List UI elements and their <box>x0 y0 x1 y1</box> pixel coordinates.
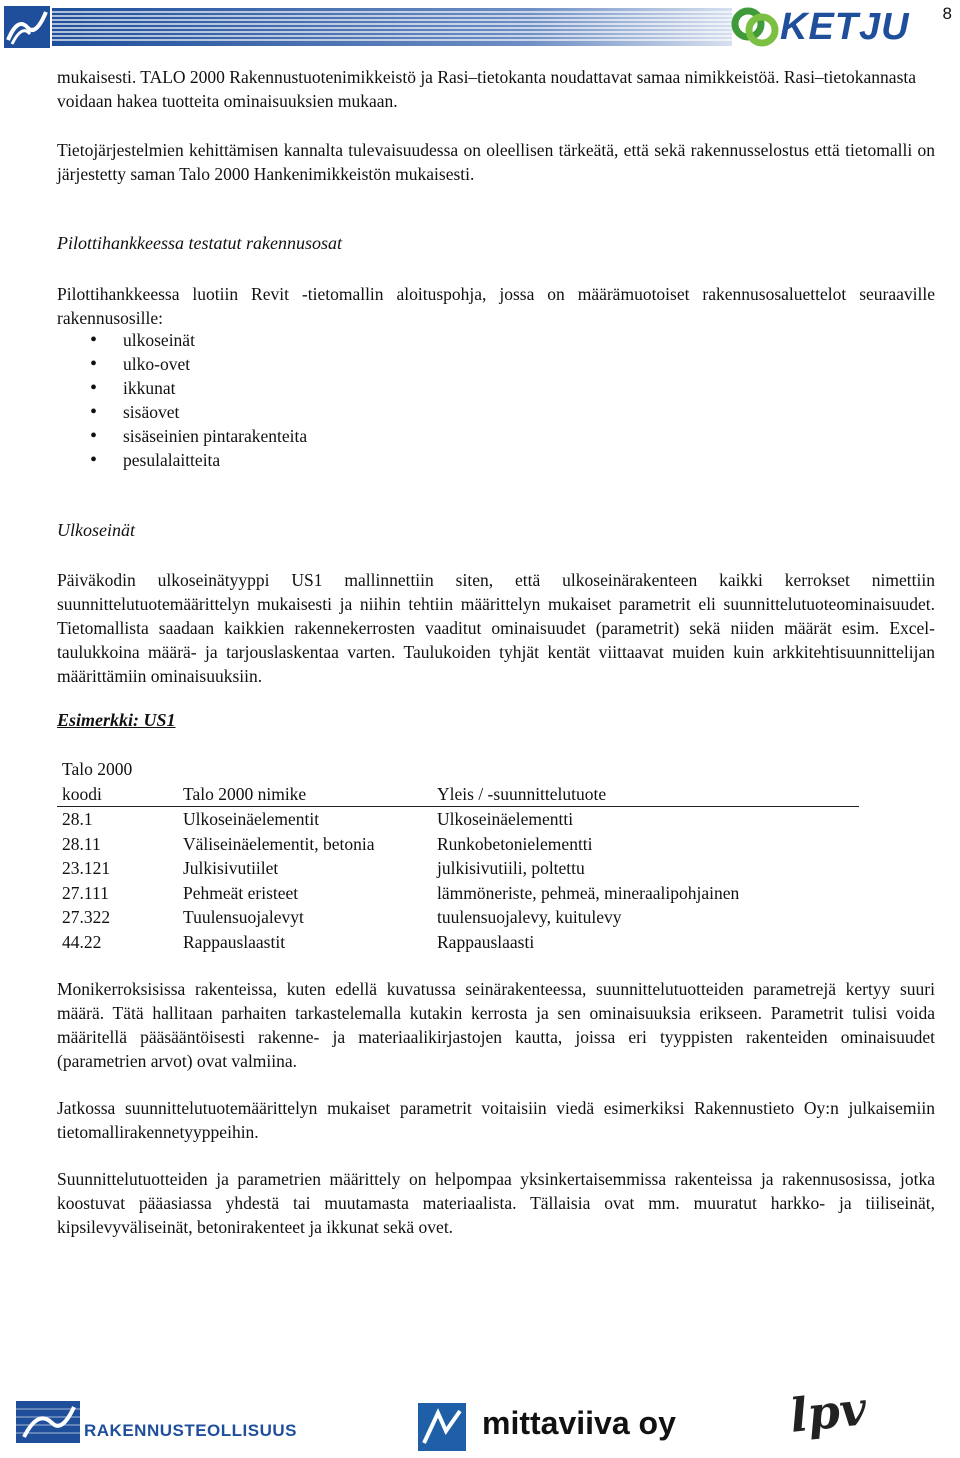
list-item: • ulkoseinät <box>90 328 307 352</box>
table-row: 23.121 Julkisivutiilet julkisivutiili, poltettu <box>62 858 585 878</box>
mittaviiva-logo-text: mittaviiva oy <box>482 1405 676 1441</box>
ketju-logo-mark-icon <box>728 4 780 50</box>
header-stripe-band <box>52 8 732 46</box>
table-row: 27.322 Tuulensuojalevyt tuulensuojalevy, kuitulevy <box>62 907 622 927</box>
table-row: 28.1 Ulkoseinäelementit Ulkoseinäelementti <box>62 809 574 829</box>
list-item: • pesulalaitteita <box>90 448 307 472</box>
rakennusteollisuus-logo-text: RAKENNUSTEOLLISUUS <box>84 1421 298 1440</box>
paragraph-exterior-walls: Päiväkodin ulkoseinätyyppi US1 mallinnettiin siten, että ulkoseinärakenteen kaikki kerrokset nimettiin suunnittelutuotemäärittelyn mukaisesti ja niihin tehtiin määrittelyn mukaiset parametrit eli suunnittelutuoteominaisuudet. Tietomallista saadaan kaikkien rakennekerrosten vaaditut ominaisuudet (parametrit) sekä niiden määrät esim. Excel-taulukkoina määrä- ja tarjouslaskentaa varten. Taulukoiden tyhjät kentät viittaavat muiden kuin arkkitehtisuunnittelijan määrittämiin ominaisuuksiin. <box>57 570 935 686</box>
footer-logos <box>0 1381 960 1455</box>
table-row: 28.11 Väliseinäelementit, betonia Runkobetonielementti <box>62 833 593 854</box>
table-row: 27.111 Pehmeät eristeet lämmöneriste, pehmeä, mineraalipohjainen <box>62 882 740 903</box>
paragraph-multilayer: Monikerroksisissa rakenteissa, kuten edellä kuvatussa seinärakenteessa, suunnittelutuotteiden parametrejä kertyy suuri määrä. Tätä hallitaan parhaiten tarkastelemalla kutakin kerrosta ja sen ominaisuuksia erikseen. Parametrit tulisi voida määritellä pääsääntöisesti rakenne- ja materiaalikirjastojen kautta, joissa eri tyyppisten rakenteiden ominaisuudet (parametrien arvot) ovat valmiina. <box>57 979 935 1071</box>
list-item: • ulko-ovet <box>90 352 307 376</box>
table-header-product: Yleis / -suunnittelutuote <box>432 757 859 807</box>
page-number: 8 <box>942 4 952 23</box>
lpv-logo-text: lpv <box>787 1381 869 1443</box>
example-heading: Esimerkki: US1 <box>57 710 176 730</box>
table-header-name: Talo 2000 nimike <box>178 757 432 807</box>
section-heading-pilot-parts: Pilottihankkeessa testatut rakennusosat <box>57 233 342 253</box>
list-item: • sisäovet <box>90 400 307 424</box>
paragraph-information-systems: Tietojärjestelmien kehittämisen kannalta tulevaisuudessa on oleellisen tärkeätä, että sekä rakennusselostus että tietomalli on järjestetty saman Talo 2000 Hankenimikkeistön mukaisesti. <box>57 140 935 184</box>
rakennusteollisuus-emblem-icon <box>4 6 50 48</box>
paragraph-simple-structures: Suunnittelutuotteiden ja parametrien määrittely on helpompaa yksinkertaisemmissa rakenteissa ja rakennusosissa, jotka koostuvat pääasiassa yhdestä tai muutamasta materiaalista. Tällaisia ovat mm. muuratut harkko- ja tiiliseinät, kipsilevyväliseinät, betonirakenteet ja ikkunat sekä ovet. <box>57 1169 935 1237</box>
rakennusteollisuus-logo-icon <box>16 1401 80 1443</box>
paragraph-pilot-description: Pilottihankkeessa luotiin Revit -tietomallin aloituspohja, jossa on määrämuotoiset rakennusosaluettelot seuraaville rakennusosille: <box>57 284 935 328</box>
ketju-logo-text: KETJU <box>780 6 910 48</box>
example-table <box>57 757 859 954</box>
table-header-code: Talo 2000 koodi <box>57 757 178 807</box>
paragraph-intro-continued: mukaisesti. TALO 2000 Rakennustuotenimikkeistö ja Rasi–tietokanta noudattavat samaa nimikkeistöä. Rasi–tietokannasta voidaan hakea tuotteita ominaisuuksien mukaan. <box>57 67 917 111</box>
header-band <box>0 0 960 52</box>
list-item: • ikkunat <box>90 376 307 400</box>
list-item: • sisäseinien pintarakenteita <box>90 424 307 448</box>
building-parts-list <box>90 328 307 472</box>
table-row: 44.22 Rappauslaastit Rappauslaasti <box>62 931 535 952</box>
mittaviiva-logo-icon <box>418 1403 466 1451</box>
section-heading-exterior-walls: Ulkoseinät <box>57 520 135 540</box>
paragraph-future: Jatkossa suunnittelutuotemäärittelyn mukaiset parametrit voitaisiin viedä esimerkiksi Rakennustieto Oy:n julkaisemiin tietomallirakennetyyppeihin. <box>57 1098 935 1142</box>
